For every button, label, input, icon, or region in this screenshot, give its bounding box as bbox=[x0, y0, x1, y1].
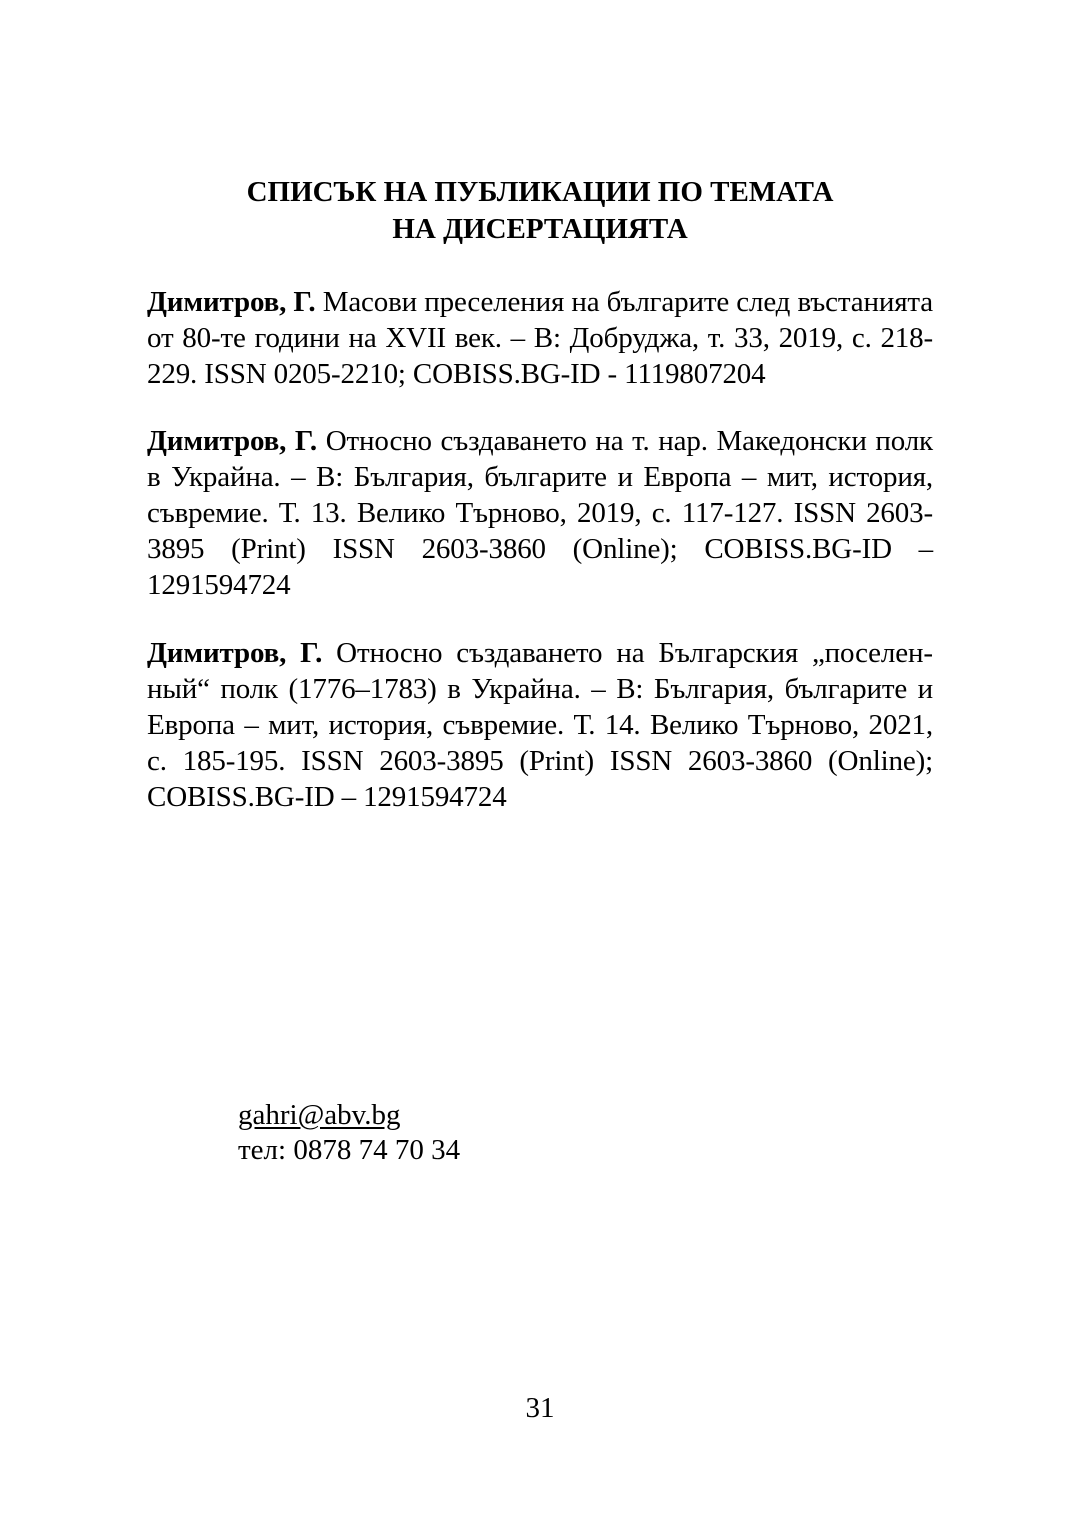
publication-entry-3 bbox=[147, 635, 933, 815]
title-line-1: СПИСЪК НА ПУБЛИКАЦИИ ПО ТЕМАТА bbox=[246, 176, 834, 208]
publication-author: Димитров, Г. bbox=[147, 286, 316, 318]
phone-number: тел: 0878 74 70 34 bbox=[238, 1134, 461, 1166]
publication-text: Относно създаването на Българския „поселенный“ полк (1776–1783) в Украйна. – В: България, българите и Европа – мит, история, съвремие. Т. 14. Велико Търново, 2021, с. 185-195. ISSN 2603-3895 (Print) ISSN 2603-3860 (Online); COBISS.BG-ID – 1291594724 bbox=[147, 637, 933, 813]
publication-entry-2 bbox=[147, 423, 933, 603]
contact-block bbox=[238, 1098, 460, 1168]
publication-text: Масови преселения на българите след въстанията от 80-те години на XVII век. – В: Добруджа, т. 33, 2019, с. 218-229. ISSN 0205-2210; COBISS.BG-ID - 1119807204 bbox=[147, 286, 933, 390]
title-line-2: НА ДИСЕРТАЦИЯТА bbox=[392, 213, 688, 245]
publication-entry-1 bbox=[147, 284, 933, 392]
email-link[interactable]: gahri@abv.bg bbox=[238, 1099, 401, 1131]
publication-author: Димитров, Г. bbox=[147, 425, 317, 457]
page-title bbox=[140, 174, 940, 248]
publication-text: Относно създаването на т. нар. Македонски полк в Украйна. – В: България, българите и Европа – мит, история, съвремие. Т. 13. Велико Търново, 2019, с. 117-127. ISSN 2603-3895 (Print) ISSN 2603-3860 (Online); COBISS.BG-ID – 1291594724 bbox=[147, 425, 934, 601]
publication-author: Димитров, Г. bbox=[147, 637, 323, 669]
page-number: 31 bbox=[525, 1392, 555, 1424]
